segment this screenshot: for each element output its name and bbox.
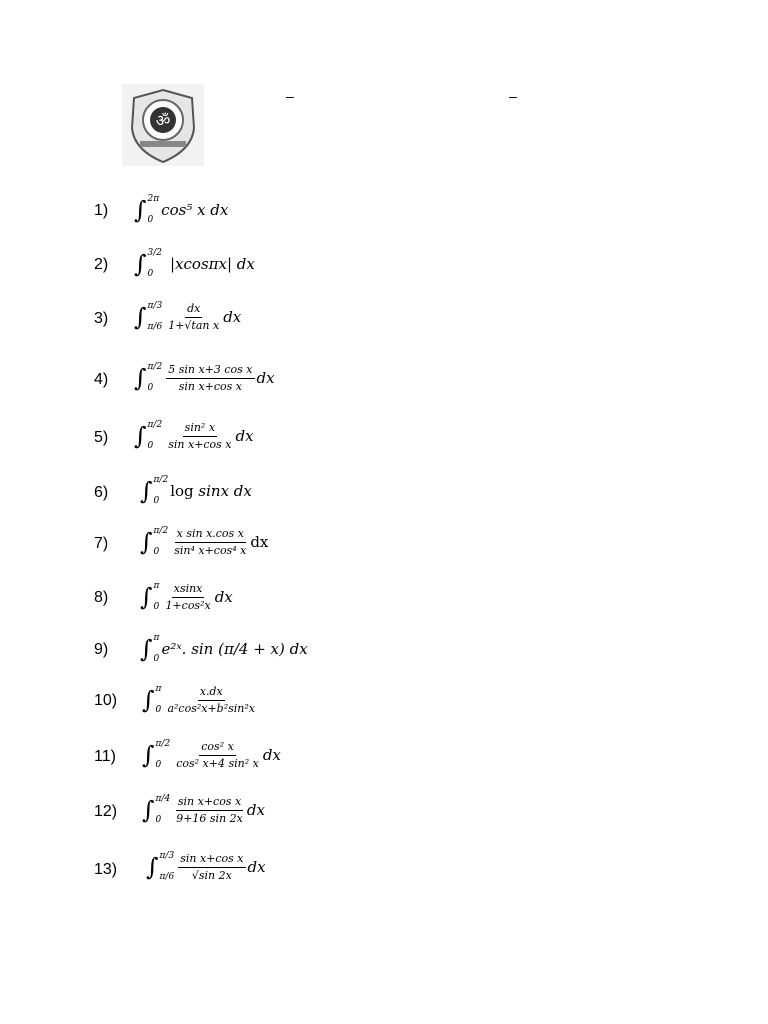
integral-expression: ∫ π 0 $\frac{x.dx}{\text{a²cos²x+b²sin²x}}$	[142, 684, 255, 716]
problem-number: 7)	[94, 535, 109, 552]
differential: dx	[235, 427, 254, 446]
problem-number: 8)	[94, 589, 109, 606]
integral-expression: ∫ 2π 0 cos⁵ x dx	[134, 194, 229, 225]
numerator: x.dx	[198, 685, 225, 701]
upper-limit: π/2	[147, 362, 163, 373]
numerator: xsinx	[172, 582, 205, 598]
numerator: sin x+cos x	[176, 795, 243, 811]
log-operator: log	[170, 482, 194, 500]
denominator: 1+√tan x	[168, 318, 220, 332]
lower-limit: 0	[155, 760, 162, 771]
integral-expression: ∫ π/2 0 $\frac{\text{sin² x}}{\text{sin x+cos x}}$ dx	[134, 420, 254, 452]
problem-number: 12)	[94, 803, 118, 820]
differential: dx	[250, 533, 269, 552]
integral-expression: ∫ π 0 $\frac{xsinx}{\text{1+cos²x}}$ dx	[140, 581, 233, 613]
lower-limit: 0	[147, 269, 154, 279]
upper-limit: π	[153, 581, 160, 592]
differential: dx	[247, 858, 266, 877]
svg-text:ॐ: ॐ	[155, 111, 171, 130]
lower-limit: 0	[155, 705, 162, 716]
denominator: 1+cos²x	[165, 598, 211, 612]
integral-expression: ∫ π/2 0 $\frac{\text{5 sin x+3 cos x}}{\text{sin x+cos x}}$ dx	[134, 362, 275, 394]
integral-expression: ∫ π/3 π/6 $\frac{\text{sin x+cos x}}{√\sin 2x}$ dx	[146, 851, 266, 883]
numerator: 5 sin x+3 cos x	[166, 363, 254, 379]
denominator: sin⁴ x+cos⁴ x	[174, 543, 247, 557]
numerator: sin² x	[183, 421, 217, 437]
lower-limit: 0	[147, 215, 154, 225]
header-dash-left: –	[286, 88, 294, 104]
integral-expression: ∫ π/2 0 $\frac{\text{cos² x}}{\text{cos² x+4 sin² x}}$ dx	[142, 739, 281, 771]
numerator: dx	[185, 302, 202, 318]
upper-limit: π/3	[159, 851, 175, 862]
problem-number: 5)	[94, 429, 109, 446]
header-dash-right: –	[509, 88, 517, 104]
differential: dx	[214, 588, 233, 607]
problem-number: 1)	[94, 202, 109, 219]
problem-number: 4)	[94, 371, 109, 388]
problem-number: 6)	[94, 484, 109, 501]
problem-number: 2)	[94, 256, 109, 273]
lower-limit: π/6	[159, 872, 175, 883]
lower-limit: 0	[153, 602, 160, 613]
upper-limit: π/2	[153, 475, 169, 485]
problem-number: 10)	[94, 692, 118, 709]
differential: dx	[262, 746, 281, 765]
integral-expression: ∫ π/2 0 $\frac{\text{x sin x.cos x}}{\text{sin⁴ x+cos⁴ x}}$ dx	[140, 526, 269, 558]
numerator: x sin x.cos x	[175, 527, 246, 543]
upper-limit: 3/2	[147, 248, 162, 258]
denominator: sin x+cos x	[178, 379, 242, 393]
lower-limit: 0	[153, 496, 160, 506]
upper-limit: π	[153, 633, 160, 643]
lower-limit: 0	[153, 654, 160, 664]
lower-limit: 0	[153, 547, 160, 558]
problem-number: 11)	[94, 748, 116, 765]
upper-limit: π/2	[147, 420, 163, 431]
integrand: sinx dx	[198, 482, 252, 500]
integrand: cos⁵ x dx	[161, 201, 229, 219]
upper-limit: π/3	[147, 301, 163, 312]
upper-limit: π/4	[155, 794, 171, 805]
integrand: e²ˣ. sin (π/4 + x) dx	[161, 640, 308, 658]
integral-expression: ∫ π 0 e²ˣ. sin (π/4 + x) dx	[140, 633, 308, 664]
problem-number: 3)	[94, 310, 109, 327]
lower-limit: 0	[147, 441, 154, 452]
integrand: |xcosπx| dx	[170, 255, 255, 273]
upper-limit: 2π	[147, 194, 160, 204]
upper-limit: π	[155, 684, 162, 695]
denominator: a²cos²x+b²sin²x	[167, 701, 255, 715]
lower-limit: 0	[147, 383, 154, 394]
numerator: sin x+cos x	[178, 852, 245, 868]
differential: dx	[223, 308, 242, 327]
denominator: sin x+cos x	[168, 437, 232, 451]
problem-number: 13)	[94, 861, 118, 878]
numerator: cos² x	[199, 740, 236, 756]
integral-expression: ∫ π/3 π/6 $\frac{dx}{\text{1+√tan x}}$ dx	[134, 301, 242, 333]
denominator: cos² x+4 sin² x	[176, 756, 259, 770]
upper-limit: π/2	[155, 739, 171, 750]
lower-limit: π/6	[147, 322, 163, 333]
integral-expression: ∫ π/4 0 $\frac{\text{sin x+cos x}}{9+16 \sin 2x}$ dx	[142, 794, 265, 826]
upper-limit: π/2	[153, 526, 169, 537]
denominator: √sin 2x	[191, 868, 232, 882]
integral-expression: ∫ 3/2 0 |xcosπx| dx	[134, 248, 255, 279]
problem-number: 9)	[94, 641, 109, 658]
differential: dx	[256, 369, 275, 388]
om-shield-emblem-icon	[122, 84, 204, 166]
denominator: 9+16 sin 2x	[176, 811, 243, 825]
differential: dx	[246, 801, 265, 820]
integral-expression: ∫ π/2 0 log sinx dx	[140, 475, 252, 506]
lower-limit: 0	[155, 815, 162, 826]
